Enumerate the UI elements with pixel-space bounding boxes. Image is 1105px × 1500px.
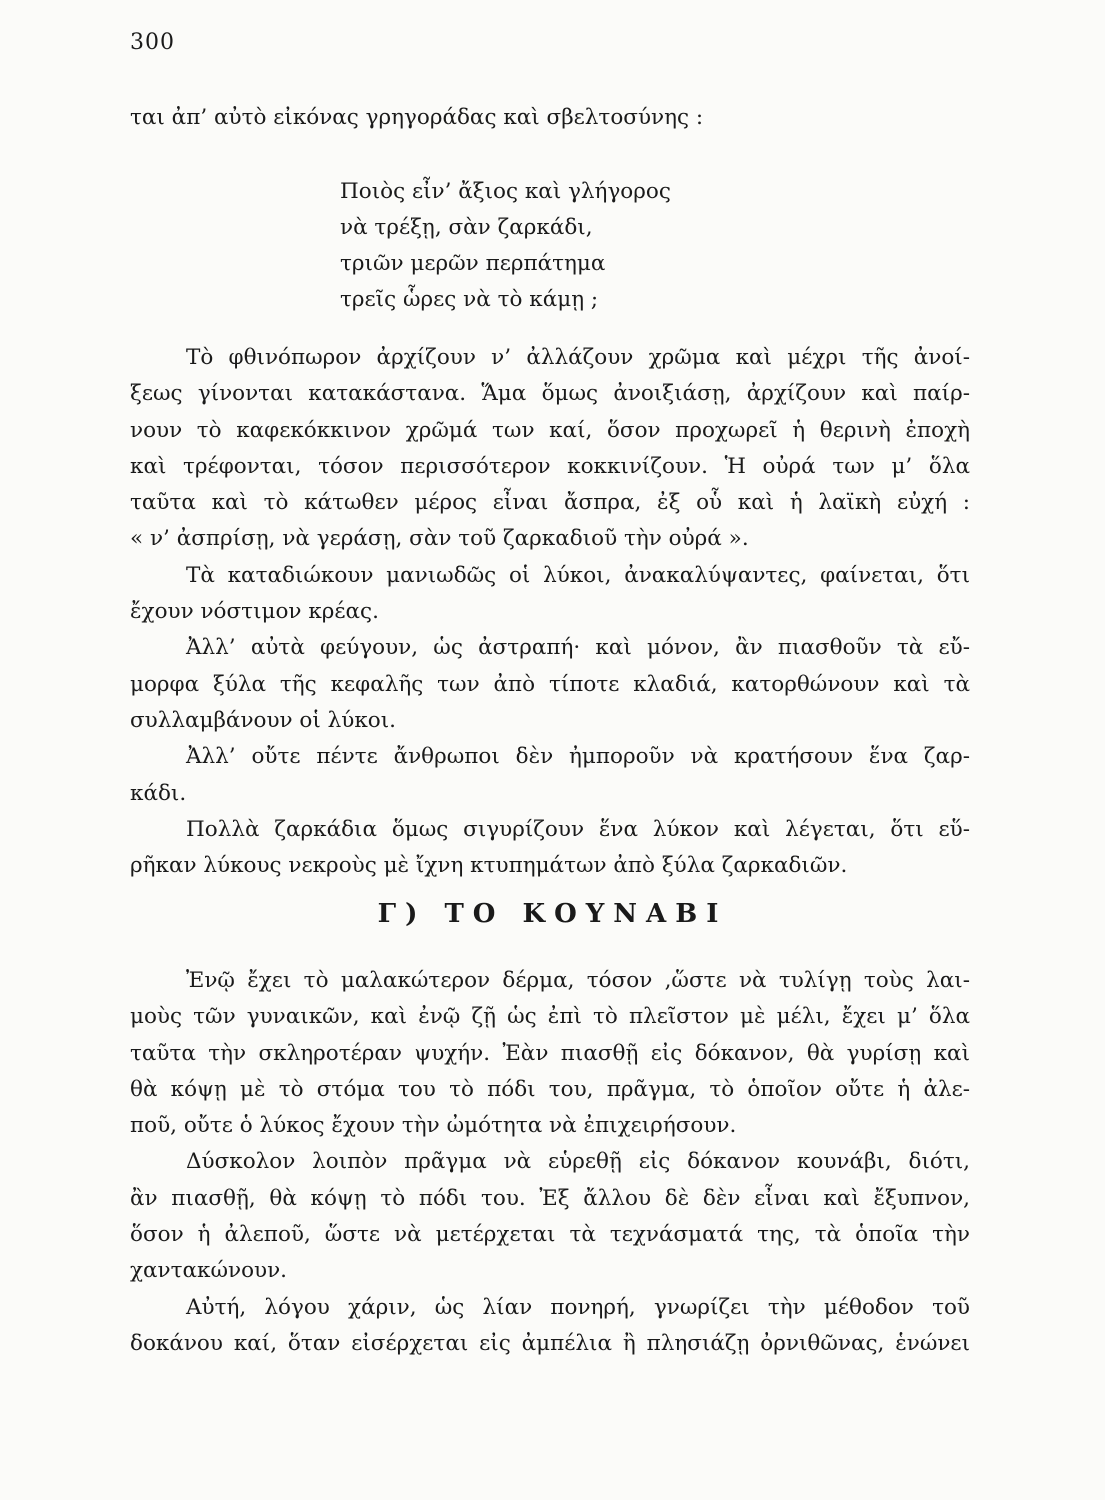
verse-line: τριῶν μερῶν περπάτημα	[340, 251, 606, 276]
text-line: συλλαμβάνουν οἱ λύκοι.	[130, 707, 396, 733]
text-line: ρῆκαν λύκους νεκροὺς μὲ ἴχνη κτυπημάτων ἀπὸ ξύλα ζαρκαδιῶν.	[130, 853, 848, 879]
text-line: ταῦτα τὴν σκληροτέραν ψυχήν. Ἐὰν πιασθῇ εἰς δόκανον, θὰ γυρίσῃ καὶ	[130, 1040, 970, 1066]
text-line: θὰ κόψῃ μὲ τὸ στόμα του τὸ πόδι του, πρᾶγμα, τὸ ὁποῖον οὔτε ἡ ἀλε-	[130, 1076, 970, 1102]
text-line: ὅσον ἡ ἀλεποῦ, ὥστε νὰ μετέρχεται τὰ τεχνάσματά της, τὰ ὁποῖα τὴν	[130, 1222, 970, 1248]
text-line: ξεως γίνονται κατακάστανα. Ἅμα ὅμως ἀνοιξιάσῃ, ἀρχίζουν καὶ παίρ-	[130, 381, 970, 407]
text-line: νουν τὸ καφεκόκκινον χρῶμά των καί, ὅσον προχωρεῖ ἡ θερινὴ ἐποχὴ	[130, 417, 970, 443]
text-line: Τὸ φθινόπωρον ἀρχίζουν ν’ ἀλλάζουν χρῶμα καὶ μέχρι τῆς ἀνοί-	[186, 345, 970, 370]
text-line: καὶ τρέφονται, τόσον περισσότερον κοκκινίζουν. Ἡ οὐρά των μ’ ὅλα	[130, 453, 970, 479]
text-line: κάδι.	[130, 780, 187, 806]
text-line: « ν’ ἀσπρίσῃ, νὰ γεράσῃ, σὰν τοῦ ζαρκαδιοῦ τὴν οὐρά ».	[130, 526, 749, 552]
text-line: Τὰ καταδιώκουν μανιωδῶς οἱ λύκοι, ἀνακαλύψαντες, φαίνεται, ὅτι	[186, 562, 970, 588]
text-line: Πολλὰ ζαρκάδια ὅμως σιγυρίζουν ἕνα λύκον καὶ λέγεται, ὅτι εὕ-	[186, 816, 970, 842]
text-line: ταῦτα καὶ τὸ κάτωθεν μέρος εἶναι ἄσπρα, ἐξ οὗ καὶ ἡ λαϊκὴ εὐχή :	[130, 490, 970, 516]
body-text-section-c	[130, 963, 970, 1362]
text-line: ἔχουν νόστιμον κρέας.	[130, 599, 379, 625]
verse-line: Ποιὸς εἶν’ ἄξιος καὶ γλήγορος	[340, 179, 671, 204]
text-line: ποῦ, οὔτε ὁ λύκος ἔχουν τὴν ὠμότητα νὰ ἐπιχειρήσουν.	[130, 1113, 737, 1139]
intro-paragraph	[130, 100, 970, 136]
text-line: Ἀλλ’ οὔτε πέντε ἄνθρωποι δὲν ἠμποροῦν νὰ κρατήσουν ἕνα ζαρ-	[186, 744, 970, 770]
text-line: χαντακώνουν.	[130, 1258, 287, 1284]
body-text-section-b	[130, 340, 970, 884]
text-line: ται ἀπ’ αὐτὸ εἰκόνας γρηγοράδας καὶ σβελτοσύνης :	[130, 105, 704, 130]
text-line: δοκάνου καί, ὅταν εἰσέρχεται εἰς ἀμπέλια ἢ πλησιάζῃ ὀρνιθῶνας, ἑνώνει	[130, 1330, 970, 1356]
text-line: μοὺς τῶν γυναικῶν, καὶ ἐνῷ ζῇ ὡς ἐπὶ τὸ πλεῖστον μὲ μέλι, ἔχει μ’ ὅλα	[130, 1004, 970, 1030]
text-line: μορφα ξύλα τῆς κεφαλῆς των ἀπὸ τίποτε κλαδιά, κατορθώνουν καὶ τὰ	[130, 671, 970, 697]
text-line: Ἀλλ’ αὐτὰ φεύγουν, ὡς ἀστραπή· καὶ μόνον, ἂν πιασθοῦν τὰ εὔ-	[186, 635, 970, 661]
page-number: 300	[130, 30, 175, 55]
verse-line: νὰ τρέξῃ, σὰν ζαρκάδι,	[340, 215, 593, 240]
section-heading: Γ) ΤΟ ΚΟΥΝΑΒΙ	[377, 899, 728, 929]
text-line: Δύσκολον λοιπὸν πρᾶγμα νὰ εὑρεθῇ εἰς δόκανον κουνάβι, διότι,	[186, 1149, 970, 1175]
text-line: Αὐτή, λόγου χάριν, ὡς λίαν πονηρή, γνωρίζει τὴν μέθοδον τοῦ	[186, 1294, 970, 1320]
verse-line: τρεῖς ὧρες νὰ τὸ κάμῃ ;	[340, 287, 599, 312]
text-line: Ἐνῷ ἔχει τὸ μαλακώτερον δέρμα, τόσον ,ὥστε νὰ τυλίγῃ τοὺς λαι-	[186, 968, 970, 993]
text-line: ἂν πιασθῇ, θὰ κόψῃ τὸ πόδι του. Ἐξ ἄλλου δὲ δὲν εἶναι καὶ ἔξυπνον,	[130, 1185, 970, 1211]
